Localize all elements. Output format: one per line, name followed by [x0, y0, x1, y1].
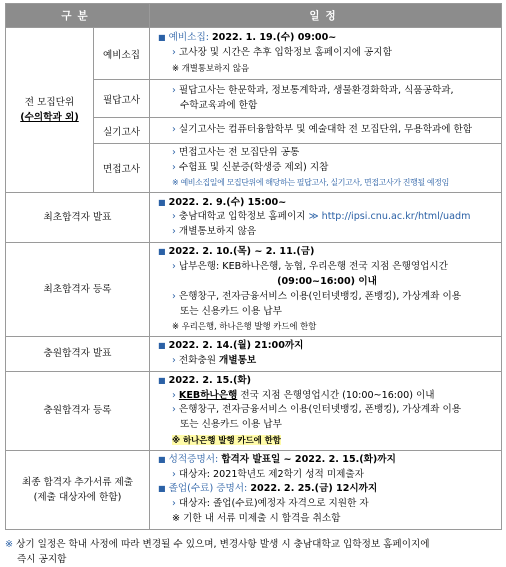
row-add-announce	[6, 337, 502, 372]
row-first-register	[6, 243, 502, 337]
footer-note: ※ 상기 일정은 학내 사정에 따라 변경될 수 있으며, 변경사항 발생 시 충남대학교 입학정보 홈페이지에 즉시 공지함	[5, 538, 430, 565]
square-bullet-icon: ■	[158, 197, 166, 207]
add-register-content: ■ 2022. 2. 15.(화) › KEB하나은행 전국 지점 은행영업시간 (10:00~16:00) 이내 › 은행창구, 전자금융서비스 이용(인터넷뱅킹, 폰뱅킹), 가상계좌 이용 또는 신용카드 이용 납부 ※ 하나은행 발행 카드에 한함	[150, 371, 502, 450]
arrow-bullet-icon: ›	[172, 389, 176, 401]
category-first-announce: 최초합격자 발표	[6, 193, 150, 243]
sub-interview: 면접고사	[94, 144, 150, 193]
arrow-bullet-icon: ›	[172, 226, 176, 238]
square-bullet-icon: ■	[158, 33, 166, 43]
arrow-bullet-icon: ›	[172, 211, 176, 223]
pre-call-content: ■ 예비소집: 2022. 1. 19.(수) 09:00~ › 고사장 및 시간은 추후 입학정보 홈페이지에 공지함 ※ 개별통보하지 않음	[150, 28, 502, 80]
practical-content: › 실기고사는 컴퓨터융합학부 및 예술대학 전 모집단위, 무용학과에 한함	[150, 118, 502, 144]
category-label: 전 모집단위	[24, 97, 75, 109]
square-bullet-icon: ■	[158, 247, 166, 257]
row-add-register	[6, 371, 502, 450]
square-bullet-icon: ■	[158, 341, 166, 351]
arrow-bullet-icon: ›	[172, 161, 176, 173]
category-add-announce: 충원합격자 발표	[6, 337, 150, 372]
arrow-bullet-icon: ›	[172, 468, 176, 480]
reference-mark-icon: ※	[5, 538, 14, 550]
arrow-bullet-icon: ›	[172, 261, 176, 273]
interview-content: › 면접고사는 전 모집단위 공통 › 수험표 및 신분증(학생증 제외) 지참 ※ 예비소집일에 모집단위에 해당하는 필답고사, 실기고사, 면접고사가 진행될 예정임	[150, 144, 502, 193]
category-add-register: 충원합격자 등록	[6, 371, 150, 450]
arrow-bullet-icon: ›	[172, 124, 176, 136]
add-announce-content: ■ 2022. 2. 14.(월) 21:00까지 › 전화충원 개별통보	[150, 337, 502, 372]
first-announce-content: ■ 2022. 2. 9.(수) 15:00~ › 충남대학교 입학정보 홈페이지 ≫ http://ipsi.cnu.ac.kr/html/uadm › 개별통보하지 않음	[150, 193, 502, 243]
category-first-register: 최초합격자 등록	[6, 243, 150, 337]
arrow-bullet-icon: ›	[172, 47, 176, 59]
header-schedule: 일정	[150, 4, 502, 28]
category-all-units	[6, 28, 94, 193]
row-first-announce	[6, 193, 502, 243]
category-sublabel: (수의학과 외)	[20, 112, 79, 124]
sub-practical: 실기고사	[94, 118, 150, 144]
admission-schedule	[5, 3, 501, 567]
sub-written: 필답고사	[94, 80, 150, 118]
double-arrow-icon: ≫	[308, 211, 319, 223]
arrow-bullet-icon: ›	[172, 147, 176, 158]
arrow-bullet-icon: ›	[172, 498, 176, 510]
header-row	[6, 4, 502, 28]
square-bullet-icon: ■	[158, 454, 166, 464]
arrow-bullet-icon: ›	[172, 404, 176, 416]
square-bullet-icon: ■	[158, 375, 166, 385]
admission-url[interactable]: http://ipsi.cnu.ac.kr/html/uadm	[318, 211, 471, 223]
written-content: › 필답고사는 한문학과, 정보통계학과, 생물환경화학과, 식품공학과, 수학교육과에 한함	[150, 80, 502, 118]
header-category: 구분	[6, 4, 150, 28]
documents-content: ■ 성적증명서: 합격자 발표일 ~ 2022. 2. 15.(화)까지 › 대상자: 2021학년도 제2학기 성적 미제출자 ■ 졸업(수료) 증명서: 2022. 2. 25.(금) 12시까지 › 대상자: 졸업(수료)예정자 자격으로 지원한 자 ※ 기한 내 서류 미제출 시 합격을 취소함	[150, 450, 502, 529]
sub-pre-call: 예비소집	[94, 28, 150, 80]
arrow-bullet-icon: ›	[172, 354, 176, 366]
square-bullet-icon: ■	[158, 484, 166, 494]
category-documents: 최종 합격자 추가서류 제출 (제출 대상자에 한함)	[6, 450, 150, 529]
first-register-content: ■ 2022. 2. 10.(목) ~ 2. 11.(금) › 납부은행: KEB하나은행, 농협, 우리은행 전국 지점 은행영업시간 (09:00~16:00) 이내 › 은행창구, 전자금융서비스 이용(인터넷뱅킹, 폰뱅킹), 가상계좌 이용 또는 신용카드 이용 납부 ※ 우리은행, 하나은행 발행 카드에 한함	[150, 243, 502, 337]
schedule-table	[5, 3, 502, 530]
arrow-bullet-icon: ›	[172, 290, 176, 302]
arrow-bullet-icon: ›	[172, 84, 176, 96]
row-pre-call	[6, 28, 502, 80]
